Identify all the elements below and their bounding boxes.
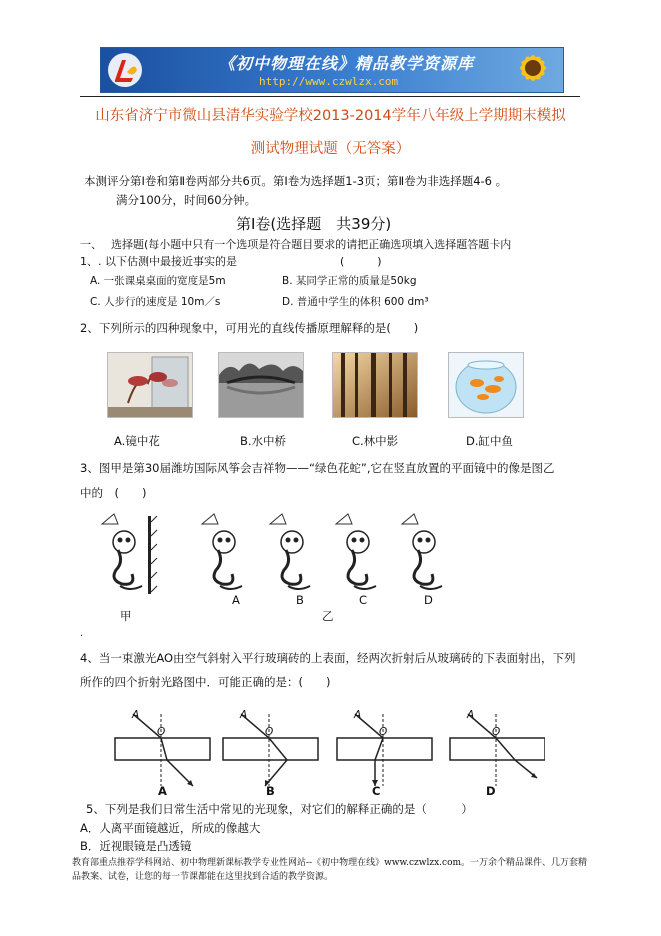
q5-stem: 5、下列是我们日常生活中常见的光现象，对它们的解释正确的是（ ） <box>86 802 473 816</box>
q4-label-a: A <box>158 784 167 798</box>
q4-c-point-o: O <box>379 726 388 738</box>
mirror-flower-image <box>107 352 193 418</box>
exam-title-line1: 山东省济宁市微山县清华实验学校2013-2014学年八年级上学期期末模拟 <box>95 108 566 124</box>
page-footer: 教育部重点推荐学科网站、初中物理新课标教学专业性网站--《初中物理在线》www.czwlzx.com。一万余个精品课件、几万套精品教案、试卷，让您的每一节课都能在这里找到合适的教学资源。 <box>72 858 588 882</box>
q3-yi-label: 乙 <box>322 609 334 623</box>
q4-stem-line1: 4、当一束激光AO由空气斜射入平行玻璃砖的上表面，经两次折射后从玻璃砖的下表面射出，下列 <box>80 651 576 665</box>
q2-caption-c: C.林中影 <box>352 434 399 448</box>
banner-title: 《初中物理在线》精品教学资源库 <box>219 54 475 73</box>
stray-dot: . <box>80 628 84 639</box>
sunflower-icon <box>499 47 559 93</box>
site-banner <box>100 47 564 93</box>
intro-line2: 满分100分，时间60分钟。 <box>116 193 257 207</box>
q1-blank: ( ) <box>340 255 382 268</box>
section-instruction: 一、 选择题(每小题中只有一个选项是符合题目要求的请把正确选项填入选择题答题卡内 <box>80 238 512 251</box>
site-logo-icon <box>107 52 143 88</box>
q1-option-a: A. 一张课桌桌面的宽度是5m <box>90 275 226 287</box>
q4-d-point-a: A <box>467 709 475 721</box>
q2-stem: 2、下列所示的四种现象中，可用光的直线传播原理解释的是( ) <box>80 321 419 335</box>
q3-label-d: D <box>424 593 433 607</box>
banner-url[interactable]: http://www.czwlzx.com <box>259 75 399 88</box>
snake-original <box>102 514 142 589</box>
q3-stem-line1: 3、图甲是第30届潍坊国际风筝会吉祥物——“绿色花蛇”,它在竖直放置的平面镜中的像是图乙 <box>80 461 555 475</box>
header-divider <box>80 96 580 97</box>
q4-label-d: D <box>486 784 496 798</box>
q3-label-a: A <box>232 593 240 607</box>
snake-mascot-figures <box>88 512 468 622</box>
q1-option-b: B. 某同学正常的质量是50kg <box>282 275 417 287</box>
q2-caption-b: B.水中桥 <box>240 434 287 448</box>
forest-shadow-image <box>332 352 418 418</box>
q5-option-a: A．人离平面镜越近，所成的像越大 <box>80 821 261 835</box>
q4-d-point-o: O <box>492 726 501 738</box>
q3-label-b: B <box>296 593 304 607</box>
q4-b-point-a: A <box>240 709 248 721</box>
q2-caption-a: A.镜中花 <box>114 434 160 448</box>
glass-slab-d <box>450 738 545 760</box>
q3-label-c: C <box>359 593 368 607</box>
q4-a-point-a: A <box>132 709 140 721</box>
q4-label-b: B <box>266 784 275 798</box>
section-heading: 第Ⅰ卷(选择题 共39分) <box>236 215 392 233</box>
q4-stem-line2: 所作的四个折射光路图中．可能正确的是：( ) <box>80 675 331 689</box>
q3-stem-line2: 中的 ( ) <box>80 486 147 500</box>
q1-stem: 1、. 以下估测中最接近事实的是 <box>80 255 237 268</box>
q1-option-d: D. 普通中学生的体积 600 dm³ <box>282 296 429 308</box>
fish-bowl-image <box>448 352 524 418</box>
q4-a-point-o: O <box>157 726 166 738</box>
intro-line1: 本测评分第Ⅰ卷和第Ⅱ卷两部分共6页。第Ⅰ卷为选择题1-3页；第Ⅱ卷为非选择题4-6 。 <box>84 174 508 188</box>
q4-c-point-a: A <box>354 709 362 721</box>
glass-slab-b <box>223 738 318 760</box>
refraction-diagrams <box>105 706 545 801</box>
q4-b-point-o: O <box>265 726 274 738</box>
q5-option-b: B．近视眼镜是凸透镜 <box>80 839 192 853</box>
q3-jia-label: 甲 <box>120 609 132 623</box>
q4-label-c: C <box>372 784 381 798</box>
water-bridge-image <box>218 352 304 418</box>
glass-slab-c <box>337 738 432 760</box>
exam-title-line2: 测试物理试题（无答案） <box>250 141 411 157</box>
q2-caption-d: D.缸中鱼 <box>466 434 514 448</box>
q1-option-c: C. 人步行的速度是 10m／s <box>90 296 221 308</box>
mirror-plane <box>148 516 151 594</box>
